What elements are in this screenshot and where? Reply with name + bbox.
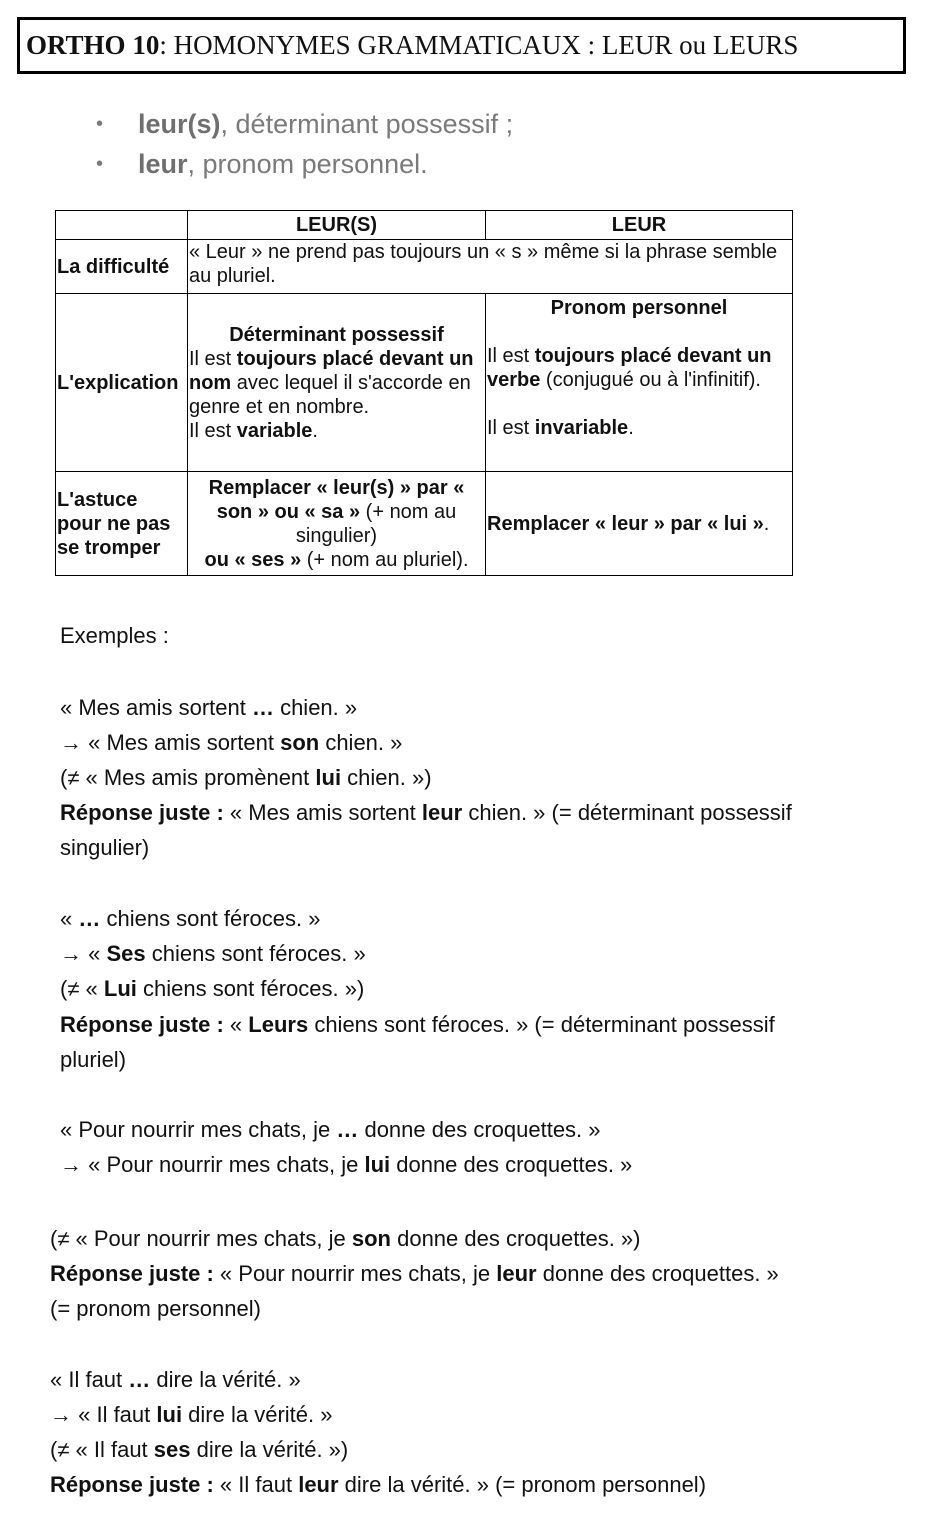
example-text: chien. » xyxy=(273,695,358,720)
example-text: → « Il faut xyxy=(50,1402,157,1427)
example-line xyxy=(60,906,320,932)
example-text: « xyxy=(60,906,79,931)
example-text: dire la vérité. ») xyxy=(190,1437,349,1462)
example-emphasis: lui xyxy=(156,1402,183,1427)
example-emphasis: Ses xyxy=(106,941,146,966)
example-line xyxy=(50,1402,332,1428)
example-text: donne des croquettes. » xyxy=(536,1261,779,1286)
list-item xyxy=(96,104,513,144)
example-emphasis: Réponse juste : xyxy=(60,800,224,825)
intro-desc: , déterminant possessif ; xyxy=(220,109,514,139)
example-emphasis: Lui xyxy=(103,976,137,1001)
pro-title: Pronom personnel xyxy=(550,297,728,319)
example-emphasis: Leurs xyxy=(248,1012,309,1037)
example-text: « Pour nourrir mes chats, je xyxy=(60,1117,337,1142)
example-line xyxy=(50,1226,640,1252)
header-empty xyxy=(56,211,188,240)
example-text: → « xyxy=(60,941,107,966)
title-rest: : HOMONYMES GRAMMATICAUX : LEUR ou LEURS xyxy=(159,30,799,60)
bullet-icon: • xyxy=(96,153,104,175)
table-row xyxy=(56,294,793,472)
example-text: → « Mes amis sortent xyxy=(60,730,281,755)
example-text: donne des croquettes. » xyxy=(390,1152,633,1177)
pro-invariable: Il est invariable. xyxy=(487,417,634,439)
astuce-determinant xyxy=(188,472,486,576)
intro-list xyxy=(96,104,513,184)
header-leur: LEUR xyxy=(486,211,793,240)
example-text: « Il faut xyxy=(213,1472,299,1497)
example-line xyxy=(50,1472,706,1498)
example-text: chien. ») xyxy=(341,765,432,790)
example-text: dire la vérité. » xyxy=(150,1367,301,1392)
example-emphasis: … xyxy=(78,906,101,931)
example-text: chiens sont féroces. » xyxy=(100,906,321,931)
example-line xyxy=(60,730,402,756)
example-emphasis: … xyxy=(336,1117,359,1142)
example-line xyxy=(60,976,364,1002)
example-emphasis: leur xyxy=(496,1261,537,1286)
det-title: Déterminant possessif xyxy=(229,323,444,346)
example-emphasis: … xyxy=(251,695,274,720)
example-line xyxy=(60,941,366,967)
example-emphasis: leur xyxy=(298,1472,339,1497)
difficulte-text: « Leur » ne prend pas toujours un « s » même si la phrase semble au pluriel. xyxy=(188,240,793,294)
example-text: (≠ « Mes amis promènent xyxy=(60,765,316,790)
example-line xyxy=(60,835,149,861)
explication-pronom xyxy=(486,294,793,472)
example-text: (≠ « Il faut xyxy=(50,1437,154,1462)
example-line xyxy=(50,1261,779,1287)
row-label-astuce: L'astuce pour ne pas se tromper xyxy=(56,472,188,576)
example-text: dire la vérité. » xyxy=(182,1402,333,1427)
example-emphasis: lui xyxy=(364,1152,391,1177)
astuce-pronom: Remplacer « leur » par « lui ». xyxy=(486,472,793,576)
example-line xyxy=(60,800,792,826)
example-line xyxy=(50,1367,301,1393)
example-text: → « Pour nourrir mes chats, je xyxy=(60,1152,365,1177)
example-text: « Il faut xyxy=(50,1367,129,1392)
examples-heading: Exemples : xyxy=(60,623,169,648)
example-text: chiens sont féroces. » xyxy=(145,941,366,966)
rules-table xyxy=(55,210,793,576)
example-text: chien. » xyxy=(319,730,403,755)
example-line xyxy=(60,1152,632,1178)
page-title xyxy=(17,17,906,74)
example-text: singulier) xyxy=(60,835,150,860)
example-text: chiens sont féroces. ») xyxy=(136,976,365,1001)
example-text: « Mes amis sortent xyxy=(223,800,422,825)
det-astuce-2: ou « ses » (+ nom au pluriel). xyxy=(204,548,469,571)
title-prefix: ORTHO 10 xyxy=(26,30,160,60)
example-line xyxy=(50,1437,348,1463)
example-emphasis: Réponse juste : xyxy=(50,1261,214,1286)
example-text: (= pronom personnel) xyxy=(50,1296,261,1321)
example-emphasis: lui xyxy=(315,765,342,790)
example-text: chien. » (= déterminant possessif xyxy=(462,800,792,825)
example-emphasis: son xyxy=(280,730,320,755)
list-item xyxy=(96,144,513,184)
table-header-row xyxy=(56,211,793,240)
example-line xyxy=(50,1296,261,1322)
example-text: (≠ « xyxy=(60,976,104,1001)
example-text: donne des croquettes. ») xyxy=(390,1226,641,1251)
example-emphasis: Réponse juste : xyxy=(60,1012,224,1037)
example-text: (≠ « Pour nourrir mes chats, je xyxy=(50,1226,352,1251)
intro-term: leur(s) xyxy=(138,109,221,139)
det-astuce-1: Remplacer « leur(s) » par « son » ou « sa » (+ nom au singulier) xyxy=(208,476,465,547)
intro-term: leur xyxy=(138,149,188,179)
intro-desc: , pronom personnel. xyxy=(187,149,428,179)
example-text: dire la vérité. » (= pronom personnel) xyxy=(338,1472,707,1497)
example-text: chiens sont féroces. » (= déterminant possessif xyxy=(308,1012,775,1037)
example-text: « xyxy=(223,1012,249,1037)
example-emphasis: ses xyxy=(153,1437,191,1462)
example-line xyxy=(60,765,432,791)
example-line xyxy=(60,695,357,721)
row-label-difficulte: La difficulté xyxy=(56,240,188,294)
example-line xyxy=(60,1047,126,1073)
example-emphasis: Réponse juste : xyxy=(50,1472,214,1497)
example-text: donne des croquettes. » xyxy=(358,1117,601,1142)
example-emphasis: leur xyxy=(421,800,463,825)
pro-rule: Il est toujours placé devant un verbe (conjugué ou à l'infinitif). xyxy=(487,345,772,391)
example-emphasis: son xyxy=(351,1226,391,1251)
table-row xyxy=(56,240,793,294)
example-line xyxy=(60,1012,775,1038)
header-leurs: LEUR(S) xyxy=(188,211,486,240)
table-row xyxy=(56,472,793,576)
example-emphasis: … xyxy=(128,1367,151,1392)
det-rule: Il est toujours placé devant un nom avec lequel il s'accorde en genre et en nombre. xyxy=(189,347,474,418)
det-variable: Il est variable. xyxy=(189,419,318,442)
row-label-explication: L'explication xyxy=(56,294,188,472)
bullet-icon: • xyxy=(96,113,104,135)
example-text: « Pour nourrir mes chats, je xyxy=(213,1261,497,1286)
example-text: « Mes amis sortent xyxy=(60,695,252,720)
example-text: pluriel) xyxy=(60,1047,127,1072)
example-line xyxy=(60,1117,601,1143)
explication-determinant xyxy=(188,294,486,472)
